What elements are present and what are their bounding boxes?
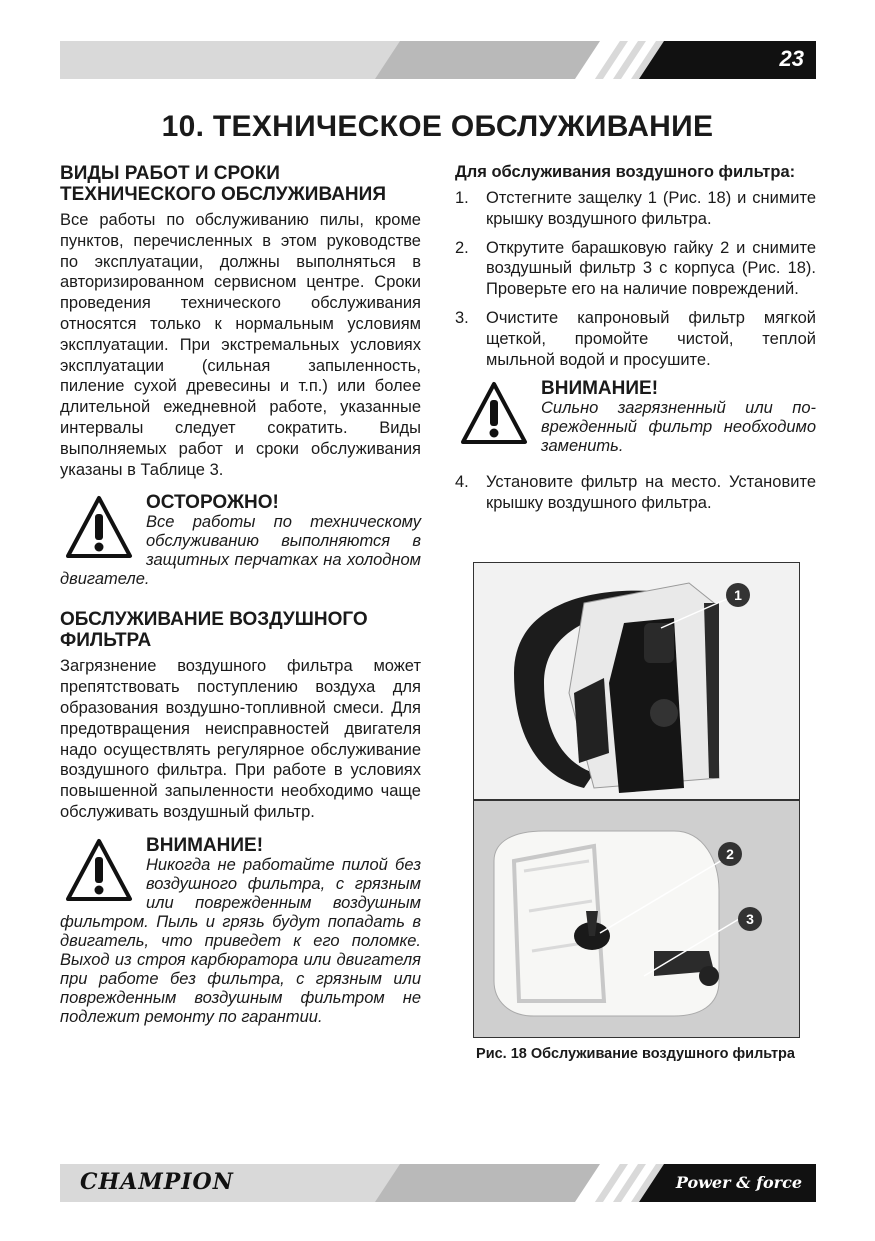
- chainsaw-illustration: [474, 563, 799, 799]
- champion-logo: CHAMPION: [80, 1169, 234, 1195]
- chainsaw-top-photo: [473, 562, 800, 800]
- steps-list-continued: [455, 472, 816, 514]
- attention-title-right: ВНИМАНИЕ!: [541, 378, 659, 400]
- callout-3: 3: [738, 907, 762, 931]
- air-filter-photo: [473, 800, 800, 1038]
- right-column: [455, 162, 816, 522]
- attention-block-right: [455, 378, 816, 468]
- section-heading-maintenance-types: ВИДЫ РАБОТ И СРОКИ ТЕХНИЧЕСКОГО ОБСЛУЖИВАНИЯ: [60, 163, 386, 205]
- callout-2: 2: [718, 842, 742, 866]
- warning-triangle-icon: [64, 494, 134, 560]
- step-item: 1. Отстегните защелку 1 (Рис. 18) и снимите крышку воздушного фильтра.: [455, 189, 816, 228]
- footer-band: [60, 1164, 816, 1202]
- attention-title-left: ВНИМАНИЕ!: [146, 834, 264, 856]
- step-item: 3. Очистите капроновый фильтр мягкой щеткой, промойте чистой, теплой мыльной водой и просушите.: [455, 308, 816, 369]
- section-body-maintenance-types: Все работы по обслуживанию пилы, кроме пунктов, перечисленных в этом руководстве по эксплуатации, должны выполняться в авторизированном сервисном центре. Сроки проведения технического обслуживания относятся только к нормальным условиям эксплуатации. При экстремальных условиях эксплуатации (сильная запыленность, пиление сухой древесины и т.п.) или более длительной ежедневной работе, указанные интервалы следует сократить. Виды выполняемых работ и сроки обслуживания указаны в Таблице 3.: [60, 211, 421, 479]
- steps-list: [455, 188, 816, 370]
- air-filter-subheading: Для обслуживания воздушного фильтра:: [455, 163, 796, 181]
- caution-title: ОСТОРОЖНО!: [146, 492, 279, 514]
- left-column: [60, 163, 421, 1027]
- attention-text-left: Никогда не работайте пилой без воздушного фильтра, с грязным или поврежденным воздушным фильтром. Пыль и грязь будут попадать в двигатель, что приведет к его поломке. Выход из строя карбюратора или двигателя при работе без фильтра, с грязным или поврежденным воздушным фильтром не подлежит ремонту по гарантии.: [60, 855, 421, 1026]
- callout-1: 1: [726, 583, 750, 607]
- caution-block: [60, 492, 421, 589]
- section-heading-air-filter: ОБСЛУЖИВАНИЕ ВОЗДУШНОГО ФИЛЬТРА: [60, 609, 368, 652]
- attention-block-left: [60, 835, 421, 1027]
- warning-triangle-icon: [64, 837, 134, 903]
- header-stripes: [60, 41, 816, 79]
- warning-triangle-icon: [459, 380, 529, 446]
- step-item: 2. Открутите барашковую гайку 2 и снимите воздушный фильтр 3 с корпуса (Рис. 18). Проверьте его на наличие повреждений.: [455, 238, 816, 299]
- figure-18: [473, 562, 798, 1036]
- attention-text-right: Сильно загрязненный или поврежденный фильтр необходимо заменить.: [541, 399, 816, 456]
- page-number: 23: [779, 46, 804, 71]
- tagline: Power & force: [675, 1173, 802, 1192]
- caution-text: Все работы по техническому обслуживанию выполняются в защитных перчатках на холодном двигателе.: [60, 513, 421, 589]
- page-title: 10. ТЕХНИЧЕСКОЕ ОБСЛУЖИВАНИЕ: [161, 110, 714, 143]
- section-body-air-filter: Загрязнение воздушного фильтра может препятствовать поступлению воздуха для образования воздушно-топливной смеси. Для предотвращения неисправностей двигателя надо осуществлять регулярное обслуживание воздушного фильтра. При работе в условиях повышенной запыленности необходимо чаще обслуживать воздушный фильтр.: [60, 657, 421, 821]
- figure-caption: Рис. 18 Обслуживание воздушного фильтра: [476, 1046, 795, 1062]
- step-item: 4. Установите фильтр на место. Установите крышку воздушного фильтра.: [455, 473, 816, 513]
- header-band: [60, 41, 816, 79]
